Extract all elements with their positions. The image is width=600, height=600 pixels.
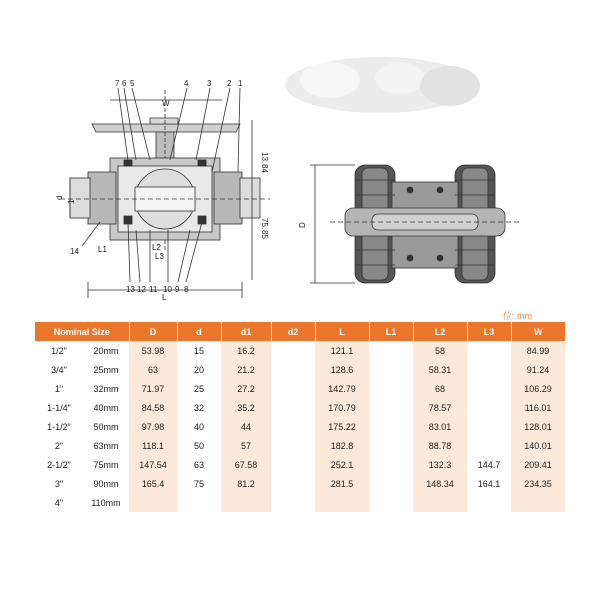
table-cell-mm: 32mm xyxy=(93,383,119,394)
table-cell-l3: 164.1 xyxy=(477,478,501,489)
table-cell-inch: 1" xyxy=(54,383,64,394)
part-number-3: 3 xyxy=(207,79,212,88)
table-cell-d2 xyxy=(271,360,315,379)
header-d1: d1 xyxy=(221,322,271,341)
table-cell-w: 84.99 xyxy=(511,341,565,360)
table-cell-l1 xyxy=(369,455,413,474)
table-cell-mm: 25mm xyxy=(93,364,119,375)
table-cell-mm: 90mm xyxy=(93,478,119,489)
header-L3: L3 xyxy=(467,322,511,341)
part-number-12: 12 xyxy=(137,285,146,294)
part-number-14: 14 xyxy=(70,247,79,256)
header-nominal-size: Nominal Size xyxy=(35,322,129,341)
part-number-13: 13 xyxy=(126,285,135,294)
part-number-11: 11 xyxy=(149,285,158,294)
table-cell-l3 xyxy=(467,379,511,398)
dim-label-84: 84 xyxy=(260,164,269,173)
table-cell-l3 xyxy=(467,417,511,436)
table-cell-l2: 78.57 xyxy=(413,398,467,417)
table-cell-w: 140.01 xyxy=(511,436,565,455)
table-cell-inch: 3" xyxy=(54,478,64,489)
spec-table xyxy=(35,322,565,512)
table-row xyxy=(35,379,565,398)
table-cell-d: 147.54 xyxy=(129,455,177,474)
table-cell-mm: 75mm xyxy=(93,459,119,470)
table-cell-l: 128.6 xyxy=(315,360,369,379)
header-L: L xyxy=(315,322,369,341)
table-cell-d: 63 xyxy=(129,360,177,379)
table-cell-l3 xyxy=(467,398,511,417)
table-cell-l: 182.8 xyxy=(315,436,369,455)
table-cell-w: 91.24 xyxy=(511,360,565,379)
dim-label-w: W xyxy=(162,99,170,108)
part-number-4: 4 xyxy=(184,79,189,88)
part-number-8: 8 xyxy=(184,285,189,294)
product-photo xyxy=(285,57,480,113)
part-number-5: 5 xyxy=(130,79,135,88)
table-cell-mm: 110mm xyxy=(91,497,121,508)
table-row xyxy=(35,341,565,360)
table-cell-w: 209.41 xyxy=(511,455,565,474)
table-cell-d2 xyxy=(271,341,315,360)
dim-label-1: 1 xyxy=(67,199,76,204)
table-row xyxy=(35,417,565,436)
table-cell-mm: 20mm xyxy=(93,345,119,356)
table-cell-d: 84.58 xyxy=(129,398,177,417)
dim-label-13: 13. xyxy=(260,152,269,164)
table-cell-inch: 2" xyxy=(54,440,64,451)
table-cell-inch: 2-1/2" xyxy=(47,459,71,470)
header-D: D xyxy=(129,322,177,341)
table-cell-l2: 83.01 xyxy=(413,417,467,436)
table-cell-d2 xyxy=(271,455,315,474)
table-cell-l2: 148.34 xyxy=(413,474,467,493)
table-cell-l3 xyxy=(467,341,511,360)
exterior-drawing xyxy=(310,165,520,283)
table-cell-d: 53.98 xyxy=(129,341,177,360)
dim-label-l: L xyxy=(162,293,167,302)
table-cell-inch: 4" xyxy=(54,497,64,508)
dim-label-75: 75. xyxy=(260,218,269,230)
table-cell-d: 165.4 xyxy=(129,474,177,493)
unit-note: 位: mm xyxy=(503,311,532,321)
table-cell-d: 50 xyxy=(194,440,205,451)
table-cell-w: 116.01 xyxy=(511,398,565,417)
table-cell-d xyxy=(129,493,177,512)
table-cell-mm: 63mm xyxy=(93,440,119,451)
table-cell-l3: 144.7 xyxy=(477,459,501,470)
table-cell-d2 xyxy=(271,398,315,417)
part-number-10: 10 xyxy=(163,285,172,294)
table-row xyxy=(35,455,565,474)
table-row xyxy=(35,360,565,379)
table-cell-d1: 67.58 xyxy=(221,455,271,474)
table-cell-d2 xyxy=(271,417,315,436)
table-cell-d1: 27.2 xyxy=(221,379,271,398)
table-cell-inch: 1-1/2" xyxy=(47,421,71,432)
table-cell-d1: 35.2 xyxy=(221,398,271,417)
table-cell-d xyxy=(177,493,221,512)
table-header-row xyxy=(35,322,565,341)
table-cell-d: 63 xyxy=(194,459,205,470)
table-cell-d1: 16.2 xyxy=(221,341,271,360)
table-cell-l3 xyxy=(467,493,511,512)
table-cell-l: 170.79 xyxy=(315,398,369,417)
table-body xyxy=(35,341,565,512)
part-number-2: 2 xyxy=(227,79,232,88)
table-cell-w: 234.35 xyxy=(511,474,565,493)
part-number-9: 9 xyxy=(175,285,180,294)
dim-label-l3: L3 xyxy=(155,252,164,261)
table-cell-d: 15 xyxy=(194,345,205,356)
table-cell-w xyxy=(511,493,565,512)
cross-section-drawing xyxy=(60,88,270,298)
table-cell-l: 281.5 xyxy=(315,474,369,493)
table-cell-l1 xyxy=(369,341,413,360)
table-cell-l2: 88.78 xyxy=(413,436,467,455)
table-cell-d2 xyxy=(271,474,315,493)
table-cell-mm: 40mm xyxy=(93,402,119,413)
part-number-7: 7 xyxy=(115,79,120,88)
table-cell-d: 32 xyxy=(194,402,205,413)
table-cell-d: 71.97 xyxy=(129,379,177,398)
table-cell-l2: 68 xyxy=(413,379,467,398)
table-cell-d1: 21.2 xyxy=(221,360,271,379)
table-cell-l3 xyxy=(467,360,511,379)
table-cell-d: 97.98 xyxy=(129,417,177,436)
part-number-1: 1 xyxy=(238,79,243,88)
table-cell-d: 75 xyxy=(194,478,205,489)
table-cell-l: 142.79 xyxy=(315,379,369,398)
table-row xyxy=(35,474,565,493)
header-d2: d2 xyxy=(271,322,315,341)
table-cell-l1 xyxy=(369,436,413,455)
table-cell-d1: 57 xyxy=(221,436,271,455)
table-cell-d1: 44 xyxy=(221,417,271,436)
table-cell-l2: 58.31 xyxy=(413,360,467,379)
table-cell-d2 xyxy=(271,493,315,512)
dim-label-D: D xyxy=(298,222,307,228)
table-row xyxy=(35,493,565,512)
table-cell-l1 xyxy=(369,398,413,417)
table-cell-l: 121.1 xyxy=(315,341,369,360)
table-cell-w: 128.01 xyxy=(511,417,565,436)
table-cell-w: 106.29 xyxy=(511,379,565,398)
table-cell-l3 xyxy=(467,436,511,455)
table-cell-l: 252.1 xyxy=(315,455,369,474)
table-cell-inch: 1/2" xyxy=(51,345,67,356)
table-cell-d2 xyxy=(271,436,315,455)
table-cell-l xyxy=(315,493,369,512)
table-cell-d: 20 xyxy=(194,364,205,375)
table-cell-d: 25 xyxy=(194,383,205,394)
table-cell-l: 175.22 xyxy=(315,417,369,436)
table-cell-mm: 50mm xyxy=(93,421,119,432)
table-cell-d2 xyxy=(271,379,315,398)
header-L1: L1 xyxy=(369,322,413,341)
table-row xyxy=(35,436,565,455)
table-cell-l1 xyxy=(369,360,413,379)
table-cell-l1 xyxy=(369,474,413,493)
table-cell-l1 xyxy=(369,417,413,436)
table-cell-d: 118.1 xyxy=(129,436,177,455)
dim-label-l1: L1 xyxy=(98,245,107,254)
dim-label-l2: L2 xyxy=(152,243,161,252)
header-W: W xyxy=(511,322,565,341)
dim-label-85: 85 xyxy=(260,230,269,239)
header-d: d xyxy=(177,322,221,341)
table-cell-inch: 1-1/4" xyxy=(47,402,71,413)
table-cell-l2: 132.3 xyxy=(413,455,467,474)
table-cell-d: 40 xyxy=(194,421,205,432)
table-cell-l2 xyxy=(413,493,467,512)
header-L2: L2 xyxy=(413,322,467,341)
table-row xyxy=(35,398,565,417)
table-cell-d1 xyxy=(221,493,271,512)
table-cell-d1: 81.2 xyxy=(221,474,271,493)
table-cell-l1 xyxy=(369,493,413,512)
table-cell-l1 xyxy=(369,379,413,398)
dim-label-d: d xyxy=(55,195,64,200)
part-number-6: 6 xyxy=(122,79,127,88)
table-cell-inch: 3/4" xyxy=(51,364,67,375)
table-cell-l2: 58 xyxy=(413,341,467,360)
